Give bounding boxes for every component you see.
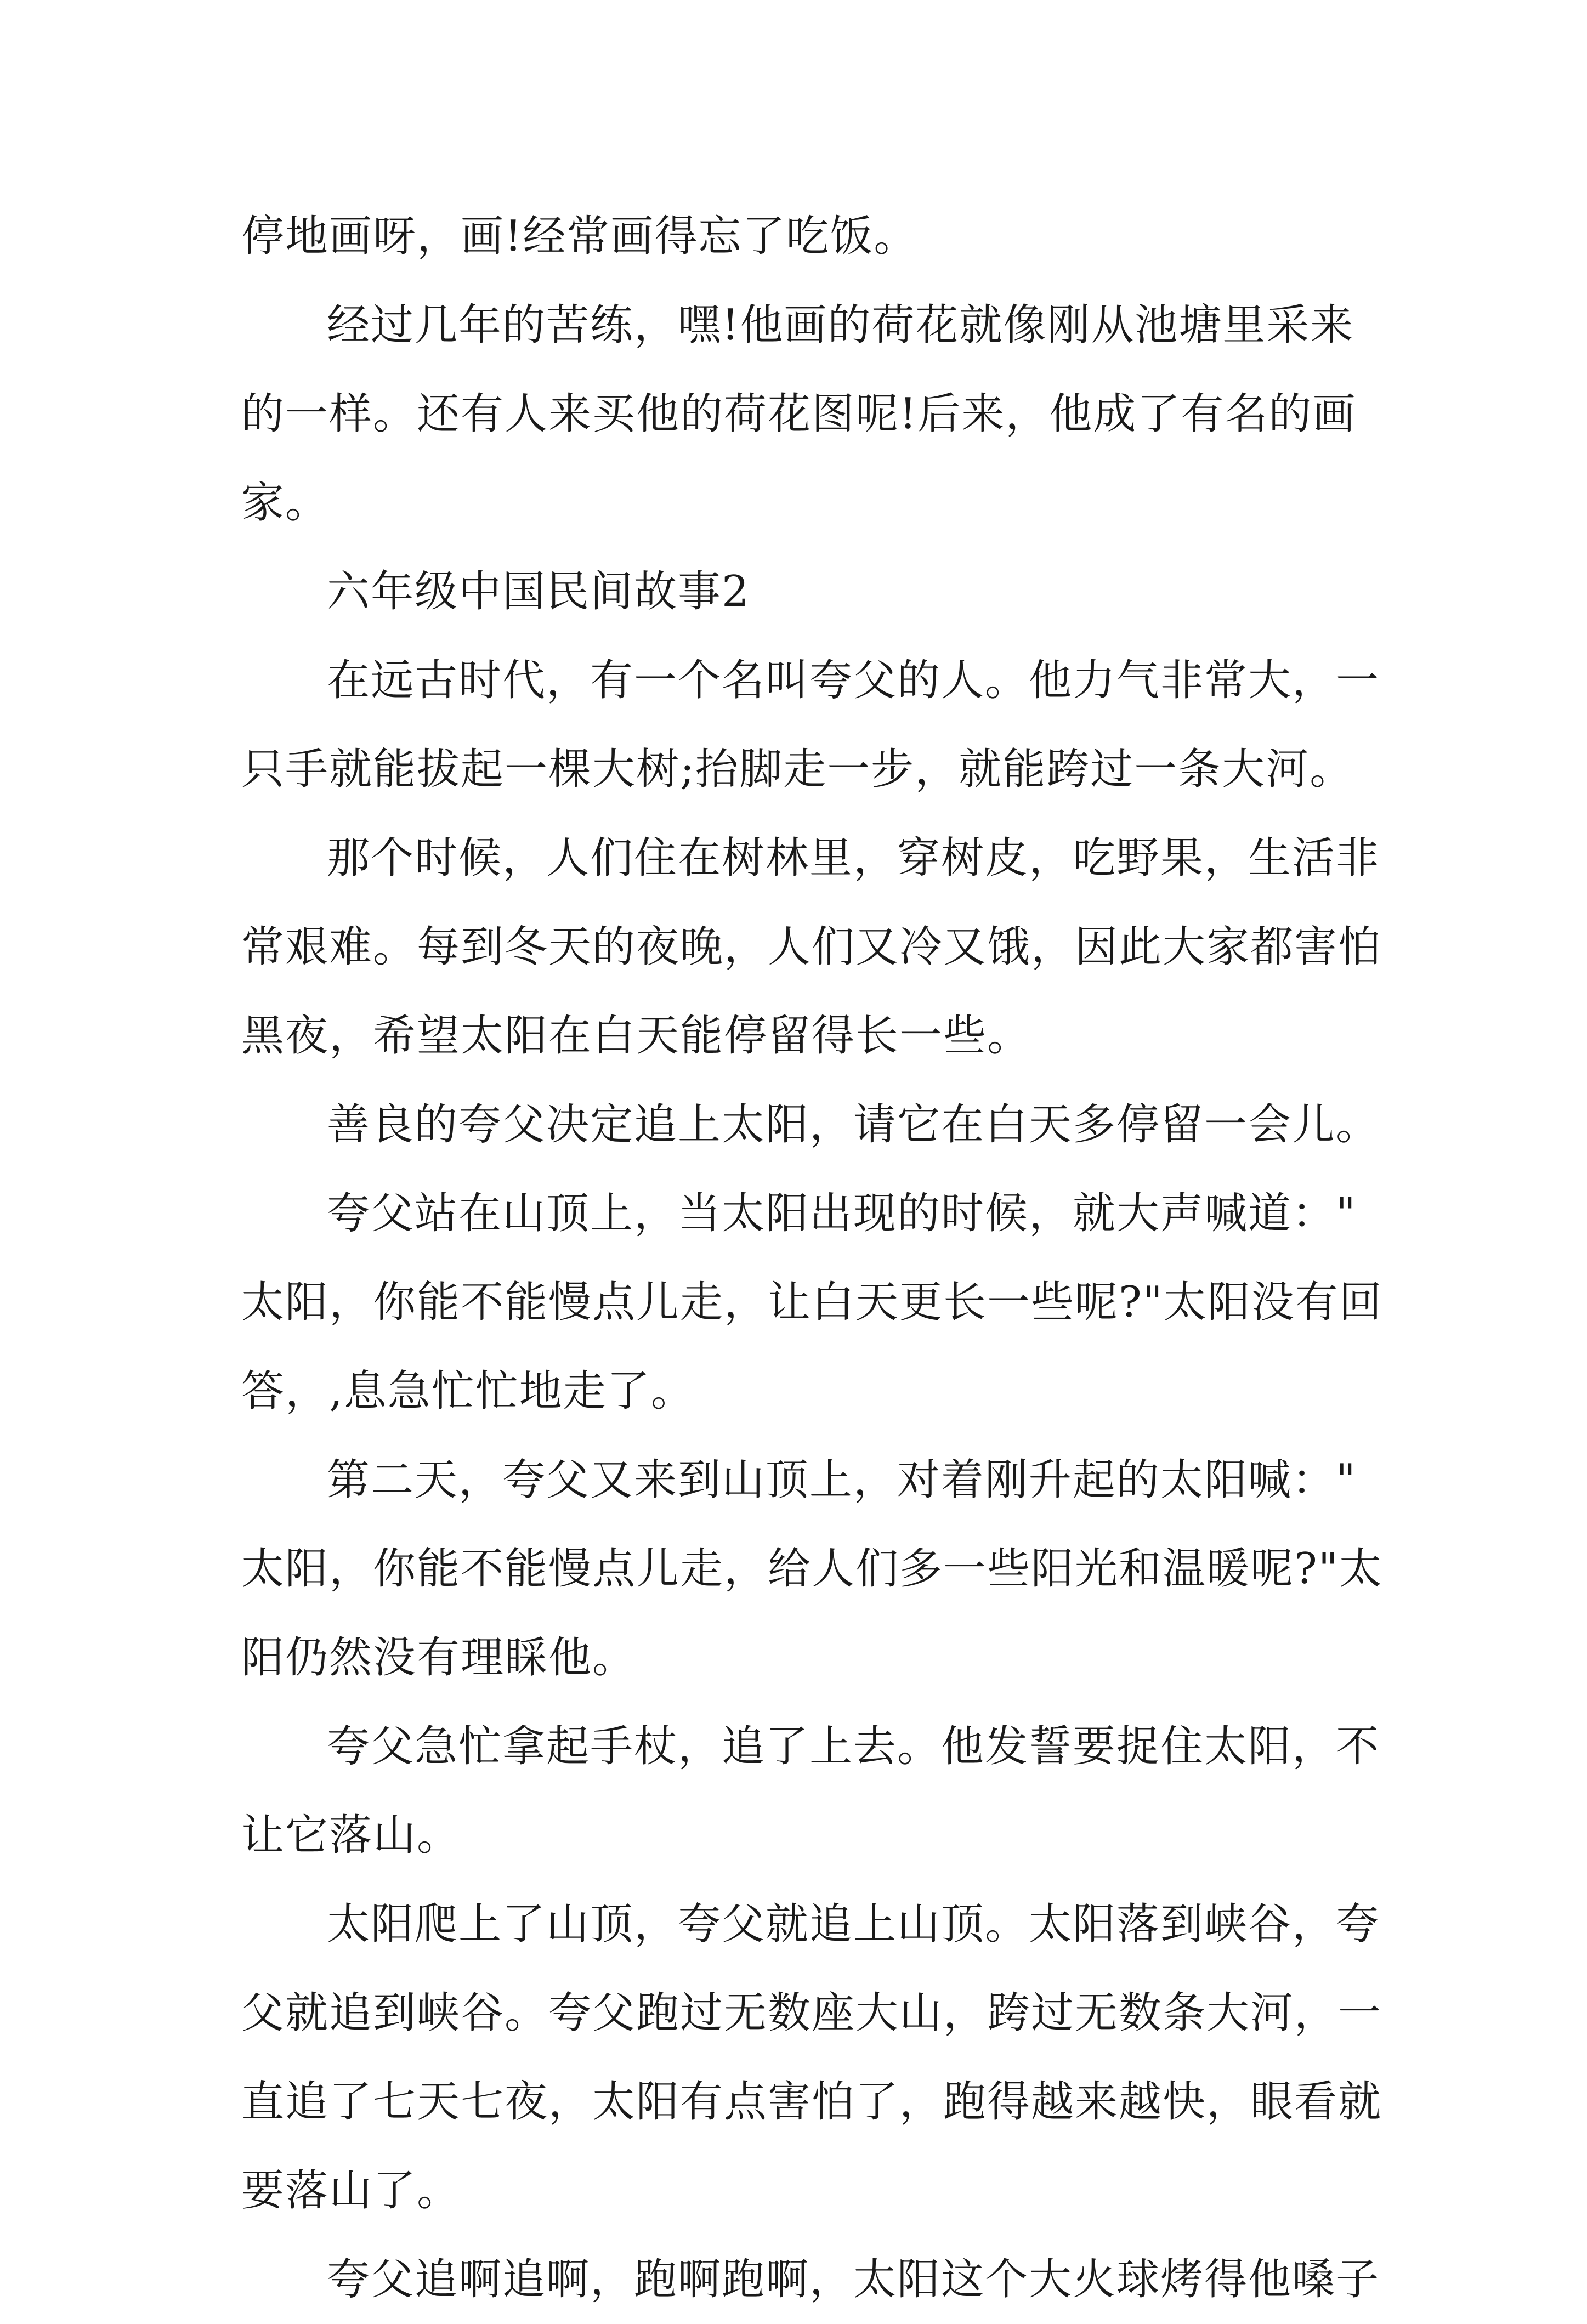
- text-line: 善良的夸父决定追上太阳，请它在白天多停留一会儿。: [327, 1100, 1380, 1149]
- text-line: 第二天，夸父又来到山顶上，对着刚升起的太阳喊：": [327, 1455, 1357, 1505]
- text-line: 经过几年的苦练，嘿!他画的荷花就像刚从池塘里采来: [327, 301, 1354, 350]
- text-line: 夸父急忙拿起手杖，追了上去。他发誓要捉住太阳，不: [327, 1722, 1380, 1771]
- section-heading: 六年级中国民间故事2: [327, 567, 750, 616]
- text-line: 要落山了。: [241, 2166, 461, 2215]
- text-line: 在远古时代，有一个名叫夸父的人。他力气非常大，一: [327, 656, 1380, 705]
- body-text: [241, 192, 1383, 2324]
- text-line: 太阳，你能不能慢点儿走，让白天更长一些呢?"太阳没有回: [241, 1278, 1383, 1327]
- text-line: 只手就能拔起一棵大树;抬脚走一步，就能跨过一条大河。: [241, 745, 1354, 794]
- text-line: 答，,息急忙忙地走了。: [241, 1367, 695, 1416]
- text-line: 父就追到峡谷。夸父跑过无数座大山，跨过无数条大河，一: [241, 1988, 1382, 2038]
- text-line: 夸父追啊追啊，跑啊跑啊，太阳这个大火球烤得他嗓子: [327, 2255, 1380, 2304]
- text-line: 夸父站在山顶上，当太阳出现的时候，就大声喊道：": [327, 1189, 1357, 1238]
- text-line: 停地画呀，画!经常画得忘了吃饭。: [241, 212, 918, 261]
- text-line: 太阳爬上了山顶，夸父就追上山顶。太阳落到峡谷，夸: [327, 1900, 1380, 1949]
- text-line: 的一样。还有人来买他的荷花图呢!后来，他成了有名的画: [241, 389, 1357, 439]
- text-line: 直追了七天七夜，太阳有点害怕了，跑得越来越快，眼看就: [241, 2077, 1382, 2127]
- text-line: 太阳，你能不能慢点儿走，给人们多一些阳光和温暖呢?"太: [241, 1544, 1383, 1594]
- text-line: 常艰难。每到冬天的夜晚，人们又冷又饿，因此大家都害怕: [241, 922, 1382, 972]
- text-line: 家。: [241, 478, 330, 528]
- text-line: 让它落山。: [241, 1811, 461, 1860]
- text-line: 阳仍然没有理睬他。: [241, 1633, 637, 1682]
- text-line: 黑夜，希望太阳在白天能停留得长一些。: [241, 1011, 1031, 1061]
- text-line: 那个时候，人们住在树林里，穿树皮，吃野果，生活非: [327, 834, 1380, 883]
